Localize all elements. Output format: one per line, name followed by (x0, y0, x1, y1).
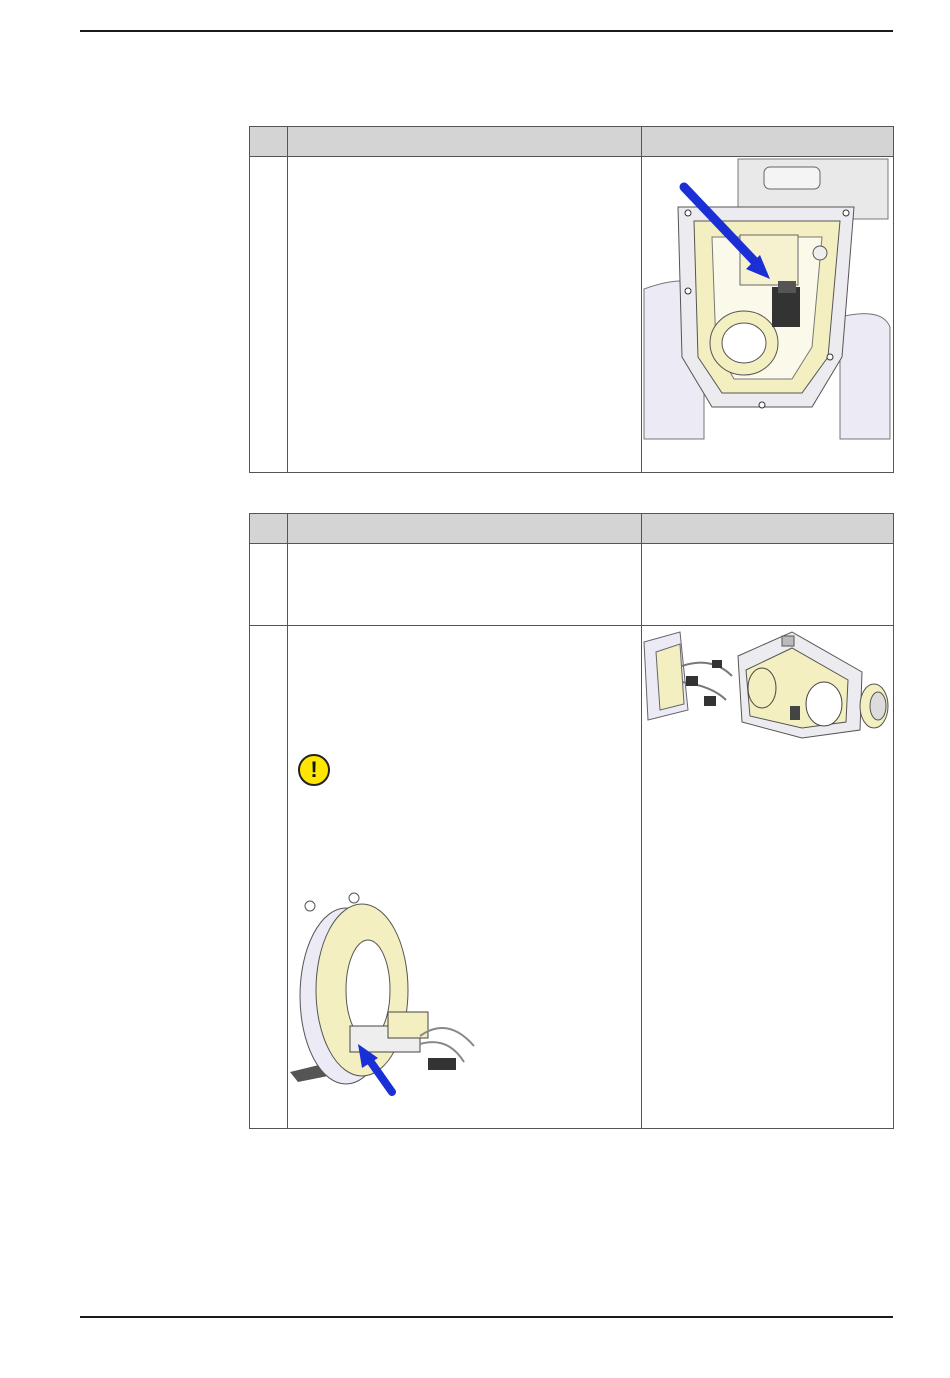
table-row (250, 157, 894, 473)
table-row (250, 626, 894, 1129)
caution-icon: ! (298, 754, 330, 786)
info-cell (642, 626, 894, 1129)
wrist-unit-exploded-illustration (642, 626, 892, 748)
action-cell (288, 544, 642, 626)
info-cell (642, 544, 894, 626)
header-step (250, 127, 288, 157)
header-action (288, 514, 642, 544)
header-info (642, 127, 894, 157)
header-rule (80, 30, 893, 32)
table-row (250, 544, 894, 626)
table-header-row (250, 514, 894, 544)
procedure-table-2 (249, 513, 894, 1129)
footer-rule (80, 1316, 893, 1318)
header-step (250, 514, 288, 544)
header-action (288, 127, 642, 157)
action-cell (288, 157, 642, 473)
info-cell (642, 157, 894, 473)
step-cell (250, 626, 288, 1129)
table-header-row (250, 127, 894, 157)
axis-housing-illustration (642, 157, 892, 442)
slip-ring-illustration (288, 886, 488, 1100)
action-cell (288, 626, 642, 1129)
step-cell (250, 544, 288, 626)
step-cell (250, 157, 288, 473)
header-info (642, 514, 894, 544)
procedure-table-1 (249, 126, 894, 473)
